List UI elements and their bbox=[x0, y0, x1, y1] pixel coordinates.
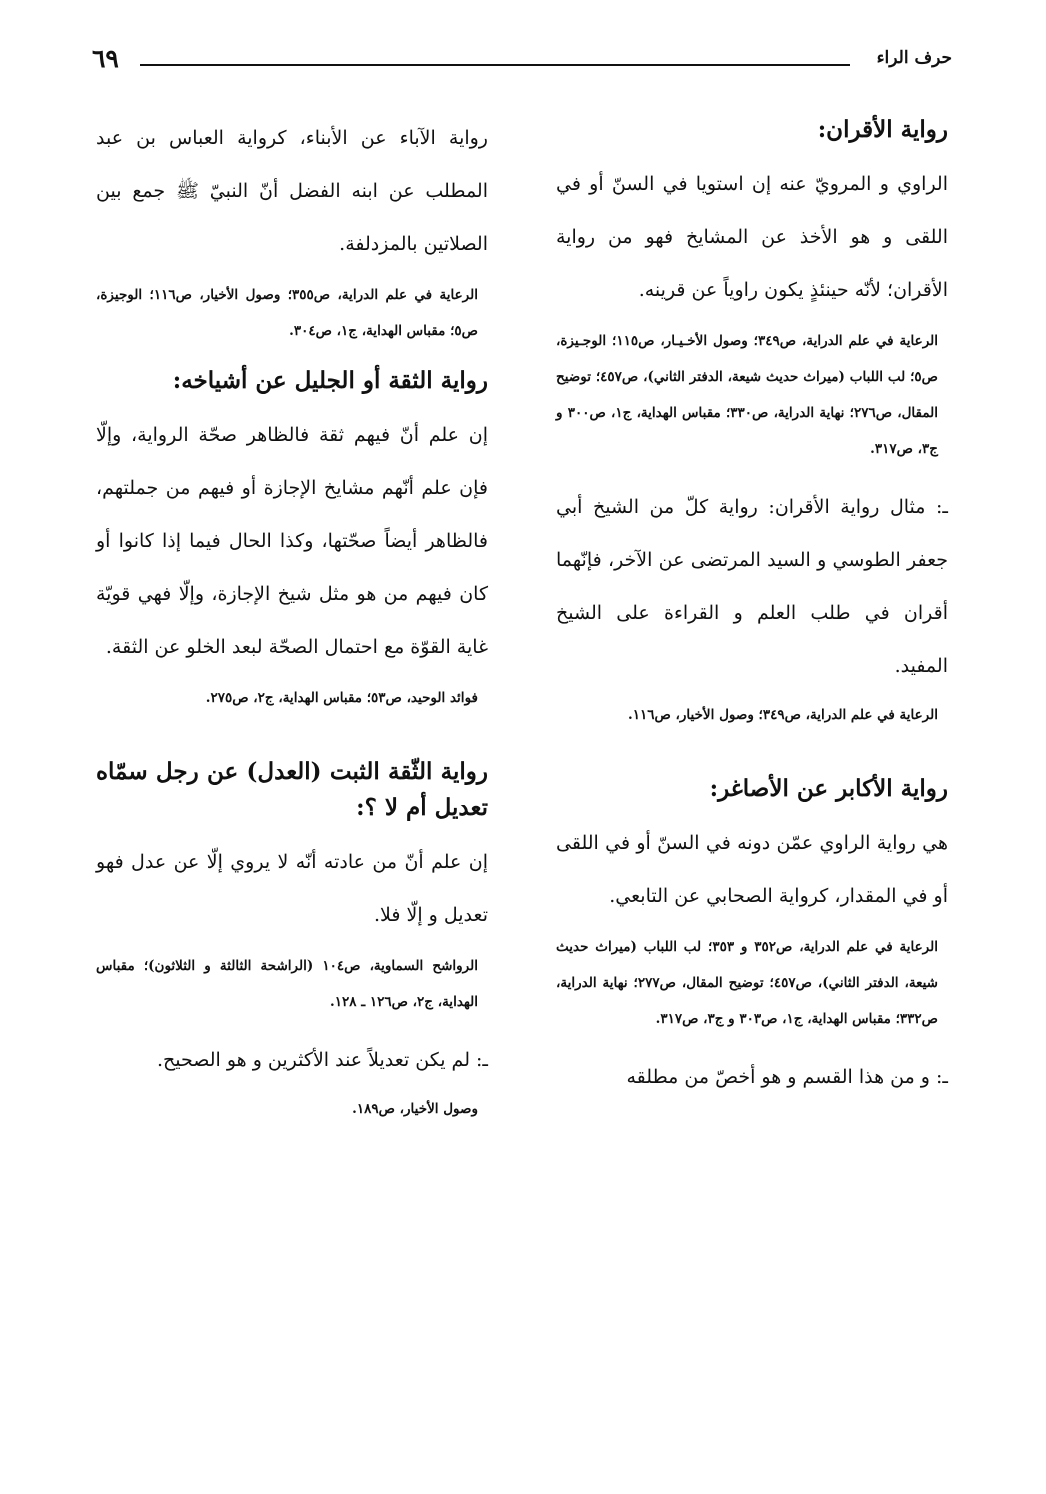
entry-body: إن علم أنّ من عادته أنّه لا يروي إلّا عن عدل فهو تعديل و إلّا فلا. bbox=[96, 851, 488, 926]
entry-note-references: وصول الأخيار، ص١٨٩. bbox=[352, 1101, 478, 1117]
entry-note: ـ: مثال رواية الأقران: رواية كلّ من الشيخ أبي جعفر الطوسي و السيد المرتضى عن الآخر، فإنّهما أقران في طلب العلم و القراءة على الشيخ المفيد. bbox=[556, 496, 948, 677]
entry-title: رواية الأكابر عن الأصاغر: bbox=[709, 775, 948, 802]
entry-note: ـ: و من هذا القسم و هو أخصّ من مطلقه bbox=[626, 1066, 948, 1088]
entry-note: ـ: لم يكن تعديلاً عند الأكثرين و هو الصحيح. bbox=[156, 1049, 488, 1071]
spacer bbox=[556, 747, 948, 771]
entry-references: فوائد الوحيد، ص٥٣؛ مقباس الهداية، ج٢، ص٢٧٥. bbox=[205, 690, 478, 706]
entry-body: إن علم أنّ فيهم ثقة فالظاهر صحّة الرواية، وإلّا فإن علم أنّهم مشايخ الإجازة أو فيهم من جملتهم، فالظاهر أيضاً صحّتها، وكذا الحال فيما إذا كانوا أو كان فيهم من هو مثل شيخ الإجازة، وإلّا فهي قويّة غاية القوّة مع احتمال الصحّة لبعد الخلو عن الثقة. bbox=[96, 424, 488, 658]
entry-title: رواية الثقة أو الجليل عن أشياخه: bbox=[172, 367, 488, 394]
left-column bbox=[96, 112, 488, 1141]
header-divider bbox=[140, 64, 850, 66]
entry-note-references: الرعاية في علم الدراية، ص٣٤٩؛ وصول الأخيار، ص١١٦. bbox=[628, 707, 938, 723]
entry-body: الراوي و المرويّ عنه إن استويا في السنّ أو في اللقى و هو الأخذ عن المشايخ فهو من رواية الأقران؛ لأنّه حينئذٍ يكون راوياً عن قرينه. bbox=[556, 173, 948, 301]
spacer bbox=[96, 730, 488, 754]
entry-references: الرعاية في علم الدراية، ص٣٥٢ و ٣٥٣؛ لب اللباب (ميراث حديث شيعة، الدفتر الثاني)، ص٤٥٧؛ توضيح المقال، ص٢٧٧؛ نهاية الدراية، ص٣٣٢؛ مقباس الهداية، ج١، ص٣٠٣ و ج٣، ص٣١٧. bbox=[556, 939, 938, 1027]
entry-title: رواية الثّقة الثبت (العدل) عن رجل سمّاه تعديل أم لا ؟: bbox=[96, 758, 488, 821]
entry-title: رواية الأقران: bbox=[817, 116, 948, 143]
right-column bbox=[556, 112, 948, 1108]
entry-references: الرعاية في علم الدراية، ص٣٤٩؛ وصول الأخـيـار، ص١١٥؛ الوجـيزة، ص٥؛ لب اللباب (ميراث حديث شيعة، الدفتر الثاني)، ص٤٥٧؛ توضيح المقال، ص٢٧٦؛ نهاية الدراية، ص٣٣٠؛ مقباس الهداية، ج١، ص٣٠٠ و ج٣، ص٣١٧. bbox=[556, 333, 939, 457]
entry-references: الرعاية في علم الدراية، ص٣٥٥؛ وصول الأخيار، ص١١٦؛ الوجيزة، ص٥؛ مقباس الهداية، ج١، ص٣٠٤. bbox=[96, 287, 478, 339]
entry-body: هي رواية الراوي عمّن دونه في السنّ أو في اللقى أو في المقدار، كرواية الصحابي عن التابعي. bbox=[556, 832, 948, 907]
running-head: حرف الراء bbox=[876, 48, 952, 68]
entry-body-continued: رواية الآباء عن الأبناء، كرواية العباس بن عبد المطلب عن ابنه الفضل أنّ النبيّ ﷺ جمع بين الصلاتين بالمزدلفة. bbox=[96, 127, 488, 255]
page-header bbox=[92, 44, 952, 78]
page-number: ٦٩ bbox=[92, 44, 119, 73]
entry-references: الرواشح السماوية، ص١٠٤ (الراشحة الثالثة و الثلاثون)؛ مقباس الهداية، ج٢، ص١٢٦ ـ ١٢٨. bbox=[96, 958, 478, 1010]
